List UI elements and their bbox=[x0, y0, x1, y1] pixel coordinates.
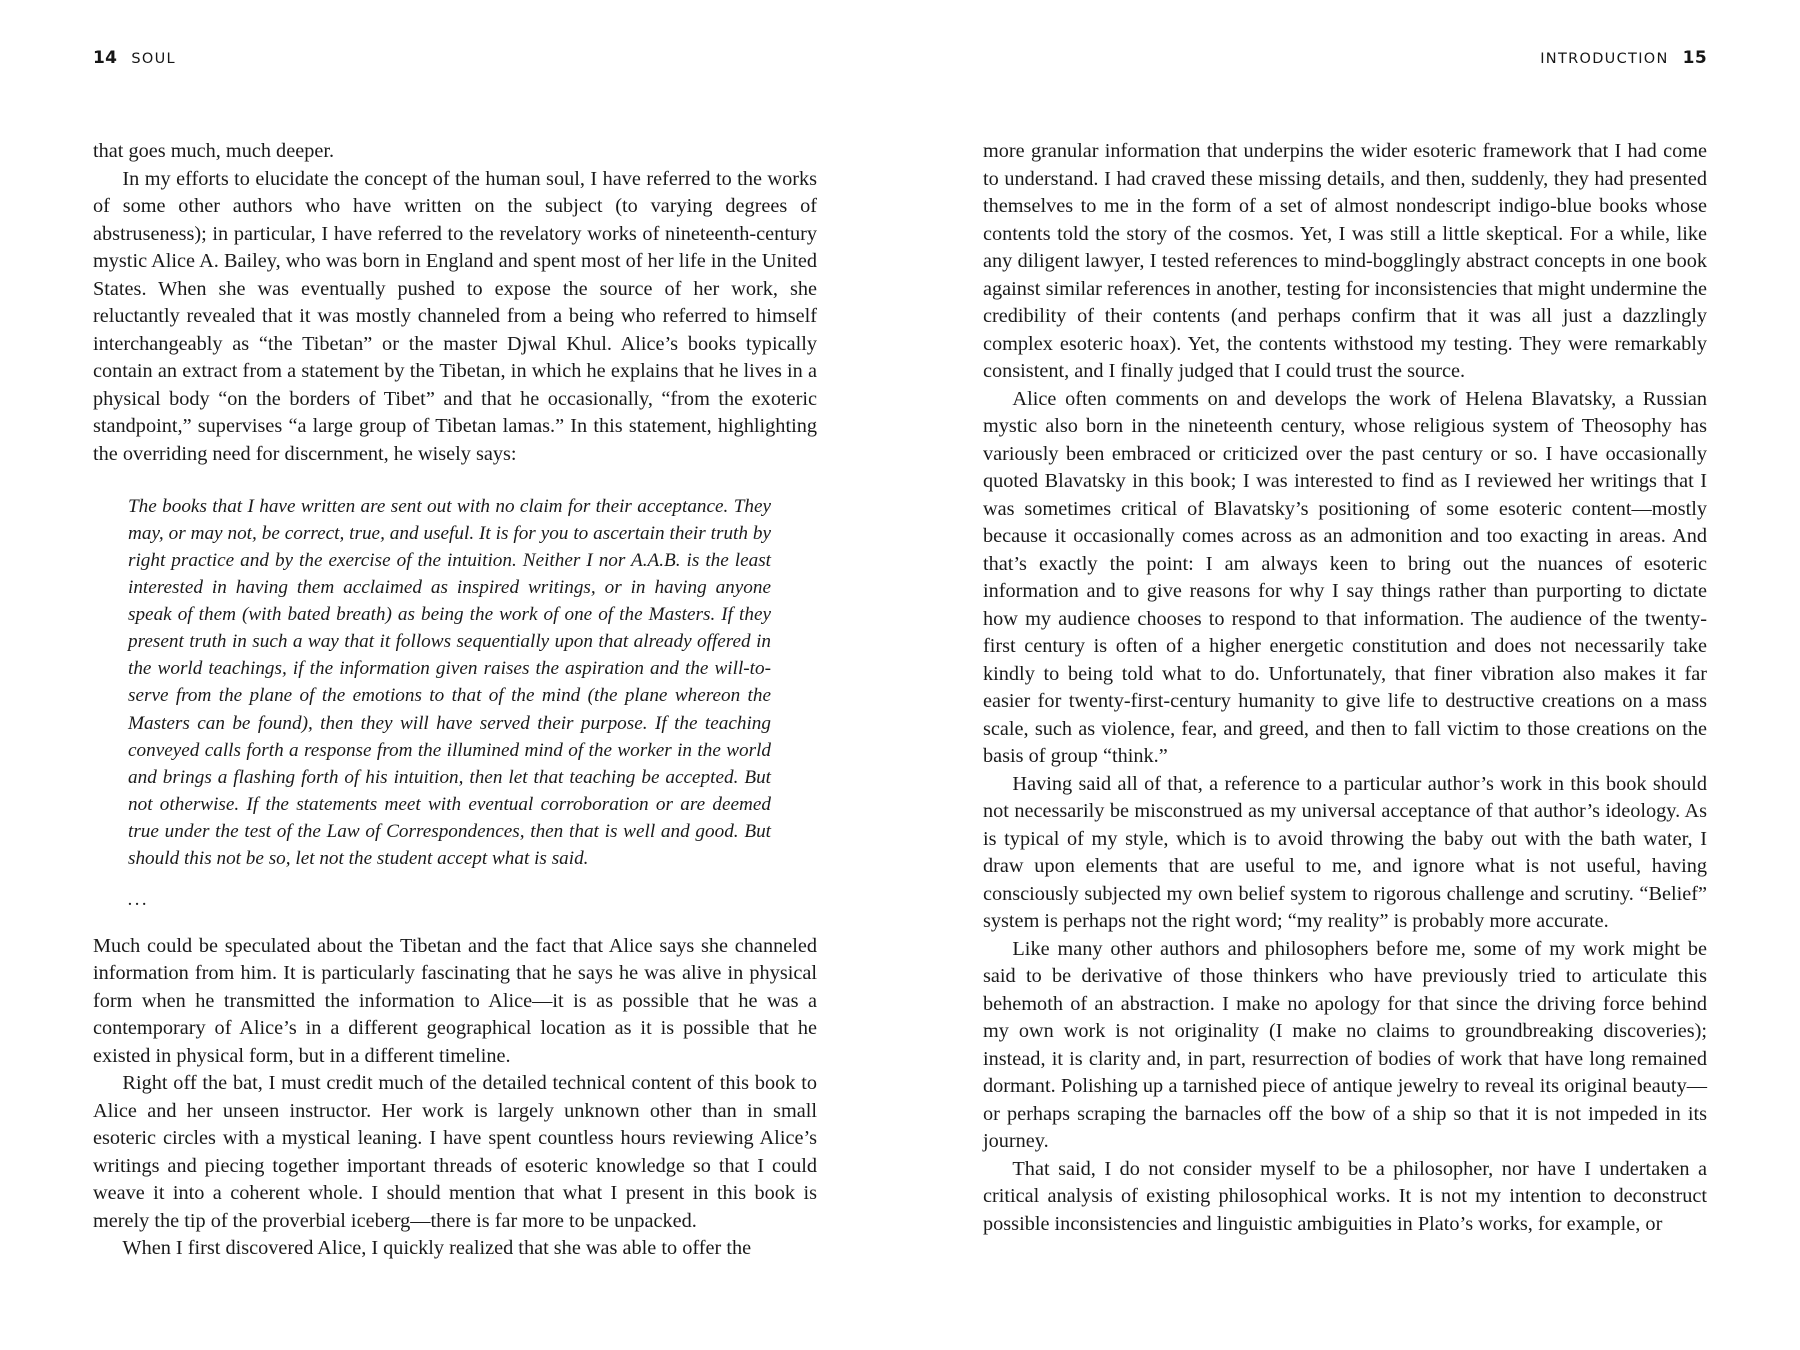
block-quote-text: The books that I have written are sent out with no claim for their acceptance. They may, or may not, be correct, true, and useful. It is for you to ascertain their truth by right practice and by the exercise of the intuition. Neither I nor A.A.B. is the least interested in having them acclaimed as inspired writings, or in having anyone speak of them (with bated breath) as being the work of one of the Masters. If they present truth in such a way that it follows sequentially upon that already offered in the world teachings, if the information given raises the aspiration and the will-to-serve from the plane of the emotions to that of the mind (the plane whereon the Masters can be found), then they will have served their purpose. If the teaching conveyed calls forth a response from the illumined mind of the worker in the world and brings a flashing forth of his intuition, then let that teaching be accepted. But not otherwise. If the statements meet with eventual corroboration or are deemed true under the test of the Law of Correspondences, then that is well and good. But should this not be so, let not the student accept what is said. bbox=[128, 496, 771, 869]
running-title-left: SOUL bbox=[131, 51, 176, 67]
paragraph: When I first discovered Alice, I quickly realized that she was able to offer the bbox=[122, 1237, 752, 1260]
paragraph: more granular information that underpins the wider esoteric framework that I had come to understand. I had craved these missing details, and then, suddenly, they had presented themselves to me in the form of a set of almost nondescript indigo-blue books whose contents told the story of the cosmos. Yet, I was still a little skeptical. For a while, like any diligent lawyer, I tested references to mind-bogglingly abstract concepts in one book against similar references in another, testing for inconsistencies that might undermine the credibility of their contents (and perhaps confirm that it was all just a dazzlingly complex esoteric hoax). Yet, the contents withstood my testing. They were remarkably consistent, and I finally judged that I could trust the source. bbox=[983, 140, 1707, 382]
page-body-left bbox=[93, 138, 817, 1263]
running-head-left bbox=[93, 48, 176, 68]
paragraph: Right off the bat, I must credit much of the detailed technical content of this book to Alice and her unseen instructor. Her work is largely unknown other than in small esoteric circles with a mystical leaning. I have spent countless hours reviewing Alice’s writings and piecing together important threads of esoteric knowledge so that I could weave it into a coherent whole. I should mention that what I present in this book is merely the tip of the proverbial iceberg—there is far more to be unpacked. bbox=[93, 1072, 817, 1232]
quote-break-ellipsis: ... bbox=[128, 888, 150, 910]
paragraph: In my efforts to elucidate the concept of the human soul, I have referred to the works of some other authors who have written on the subject (to varying degrees of abstruseness); in particular, I have referred to the revelatory works of nineteenth-century mystic Alice A. Bailey, who was born in England and spent most of her life in the United States. When she was eventually pushed to expose the source of her work, she reluctantly revealed that it was mostly channeled from a being who referred to himself interchangeably as “the Tibetan” or the master Djwal Khul. Alice’s books typically contain an extract from a statement by the Tibetan, in which he explains that he lives in a physical body “on the borders of Tibet” and that he occasionally, “from the exoteric standpoint,” supervises “a large group of Tibetan lamas.” In this statement, highlighting the overriding need for discernment, he wisely says: bbox=[93, 167, 817, 465]
running-head-right bbox=[1540, 48, 1707, 68]
paragraph: Having said all of that, a reference to a particular author’s work in this book should not necessarily be misconstrued as my universal acceptance of that author’s ideology. As is typical of my style, which is to avoid throwing the baby out with the bath water, I draw upon elements that are useful to me, and ignore what is not useful, having consciously subjected my own belief system to rigorous challenge and scrutiny. “Belief” system is perhaps not the right word; “my reality” is probably more accurate. bbox=[983, 772, 1707, 932]
paragraph: Much could be speculated about the Tibetan and the fact that Alice says she channeled information from him. It is particularly fascinating that he says he was alive in physical form when he transmitted the information to Alice—it is as possible that he was a contemporary of Alice’s in a different geographical location as it is possible that he existed in physical form, but in a different timeline. bbox=[93, 934, 817, 1067]
paragraph: Like many other authors and philosophers before me, some of my work might be said to be derivative of those thinkers who have previously tried to articulate this behemoth of an abstraction. I make no apology for that since the driving force behind my own work is not originality (I make no claims to groundbreaking discoveries); instead, it is clarity and, in part, resurrection of bodies of work that have long remained dormant. Polishing up a tarnished piece of antique jewelry to reveal its original beauty—or perhaps scraping the barnacles off the bow of a ship so that it is not impeded in its journey. bbox=[983, 937, 1707, 1152]
block-quote bbox=[93, 493, 817, 913]
page-body-right bbox=[983, 138, 1707, 1238]
page-number-right: 15 bbox=[1682, 48, 1707, 68]
paragraph: Alice often comments on and develops the work of Helena Blavatsky, a Russian mystic also born in the nineteenth century, whose religious system of Theosophy has variously been embraced or criticized over the past century or so. I have occasionally quoted Blavatsky in this book; I was interested to find as I reviewed her writings that I was sometimes critical of Blavatsky’s positioning of some esoteric content—mostly because it occasionally comes across as an admonition and too exacting in areas. And that’s exactly the point: I am always keen to bring out the nuances of esoteric information and to give reasons for why I say things rather than purporting to dictate how my audience chooses to respond to that information. The audience of the twenty-first century is often of a higher energetic constitution and does not necessarily take kindly to being told what to do. Unfortunately, that finer vibration also makes it far easier for twenty-first-century humanity to give life to destructive creations on a mass scale, such as violence, fear, and greed, and then to fall victim to those creations on the basis of group “think.” bbox=[983, 387, 1707, 767]
paragraph: That said, I do not consider myself to be a philosopher, nor have I undertaken a critical analysis of existing philosophical works. It is not my intention to deconstruct possible inconsistencies and linguistic ambiguities in Plato’s works, for example, or bbox=[983, 1157, 1707, 1235]
running-title-right: INTRODUCTION bbox=[1540, 51, 1669, 67]
paragraph: that goes much, much deeper. bbox=[93, 140, 335, 162]
page-number-left: 14 bbox=[93, 48, 118, 68]
